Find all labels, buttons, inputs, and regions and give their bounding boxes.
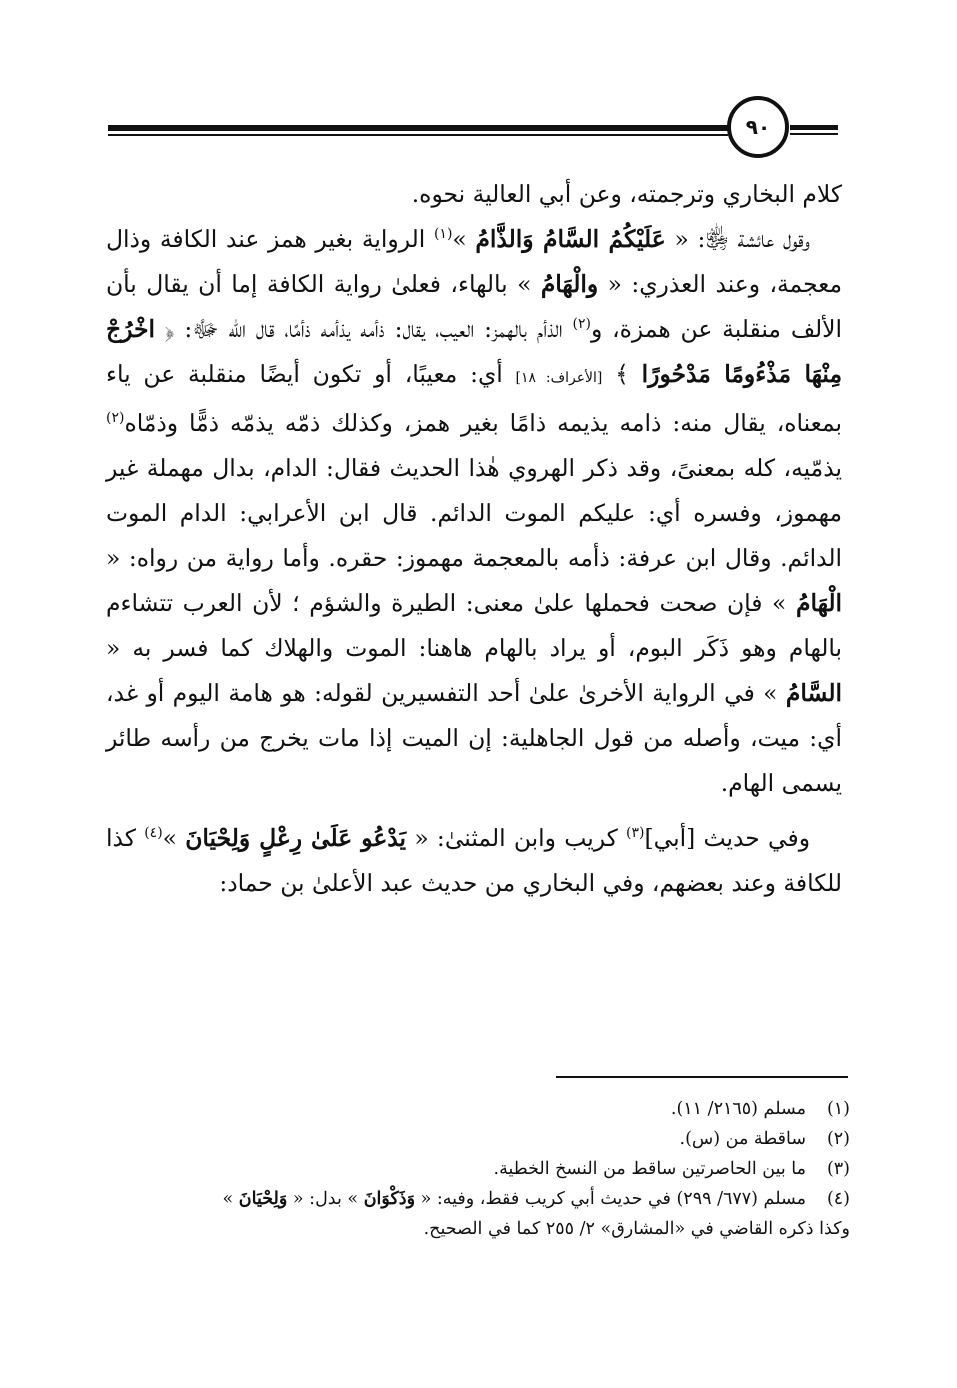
footnote-text: ساقطة من (س).: [679, 1129, 806, 1149]
footnote-text: [106, 1184, 806, 1214]
hadith-quote: يَدْعُو عَلَىٰ رِعْلٍ وَلِحْيَانَ: [185, 824, 407, 852]
footnote-text: وكذا ذكره القاضي في «المشارق» ٢/ ٢٥٥ كما في الصحيح.: [423, 1219, 850, 1239]
footnote-item: [106, 1124, 850, 1154]
page-number: ٩٠: [745, 115, 771, 139]
text-run: » في الرواية الأخرىٰ علىٰ أحد التفسيرين لقوله: هو هامة اليوم أو غد، أي: ميت، وأصله من قول الجاهلية: إن الميت إذا مات يخرج من رأسه طائر يسمى الهام.: [106, 679, 842, 797]
text-run: » بالهاء، فعلىٰ رواية الكافة إما أن يقال بأن الألف منقلبة عن همزة، و: [106, 270, 842, 343]
text-run: كلام البخاري وترجمته، وعن أبي العالية نحوه.: [411, 180, 842, 208]
footnote-text: مسلم (٢١٦٥/ ١١).: [670, 1099, 806, 1119]
hadith-quote: السَّامُ: [785, 679, 842, 707]
text-run: ﴾: [602, 360, 642, 388]
text-run: أي: معيبًا، أو تكون أيضًا منقلبة عن ياء بمعناه، يقال منه: ذامه يذيمه ذامًا بغير همز، وكذلك ذمّه يذمّه ذمًّا وذمّاه: [106, 360, 842, 437]
paragraph-2: [106, 217, 842, 806]
text-run: يذمّيه، كله بمعنىً، وقد ذكر الهروي هٰذا الحديث فقال: الدام، بدال مهملة غير مهموز، وفسره أي: عليكم الموت الدائم. قال ابن الأعرابي: الدام الموت الدائم. وقال ابن عرفة: ذأمه بالمعجمة مهموز: حقره. وأما رواية من رواه: «: [106, 454, 842, 572]
text-run: » فإن صحت فحملها علىٰ معنى: الطيرة والشؤم ؛ لأن العرب تتشاءم بالهام وهو ذَكَر البوم، أو يراد بالهام هاهنا: الموت والهلاك كما فسر به «: [106, 589, 842, 662]
text-run: الذأم بالهمز: العيب، يقال: ذأمه يذأمه ذأمًا، قال الله ﷻ: ﴿: [154, 315, 573, 343]
header-rule-thick: [108, 125, 728, 131]
footnote-ref: (٤): [144, 825, 163, 842]
text-run: كريب وابن المثنىٰ: «: [406, 824, 627, 852]
footnote-number: (١): [826, 1099, 850, 1119]
hadith-quote: عَلَيْكُمُ السَّامُ وَالذَّامُ: [475, 225, 666, 253]
hadith-quote: والْهَامُ: [540, 270, 599, 298]
footnote-separator: [556, 1076, 848, 1078]
text-run: كذا للكافة وعند بعضهم، وفي البخاري من حديث عبد الأعلىٰ بن حماد:: [106, 824, 842, 897]
body-text: [106, 172, 842, 906]
hadith-quote: وَذَكْوَانَ: [363, 1189, 416, 1209]
text-run: »: [162, 824, 186, 852]
text-run: » بدل: «: [287, 1189, 364, 1209]
header-rule-right: [790, 125, 838, 130]
quran-verse: اخْرُجْ مِنْهَا مَذْءُومًا مَدْحُورًا: [106, 315, 843, 388]
footnote-item: [106, 1184, 850, 1214]
footnote-text: ما بين الحاصرتين ساقط من النسخ الخطية.: [493, 1159, 806, 1179]
text-run: »: [452, 225, 476, 253]
footnote-ref: (٣): [626, 825, 645, 842]
footnote-item: [106, 1094, 850, 1124]
header-rule-thin: [108, 134, 728, 136]
header-rule-right-thin: [790, 133, 838, 135]
footnotes: [106, 1094, 850, 1244]
hadith-quote: وَلِحْيَانَ: [238, 1189, 288, 1209]
text-run: وفي حديث [أبي]: [644, 824, 810, 852]
text-run: وقول عائشة ﵂: «: [665, 225, 811, 253]
text-run: »: [222, 1189, 239, 1209]
paragraph-1: [106, 172, 842, 217]
text-run: مسلم (٦٧٧/ ٢٩٩) في حديث أبي كريب فقط، وفيه: «: [415, 1189, 806, 1209]
text-run: الرواية بغير همز عند الكافة وذال معجمة، وعند العذري: «: [106, 225, 842, 298]
footnote-ref: (٢): [572, 316, 591, 333]
verse-reference: [الأعراف: ١٨]: [515, 370, 603, 386]
footnote-continuation: [106, 1214, 850, 1244]
footnote-item: [106, 1154, 850, 1184]
footnote-ref: (٢): [106, 410, 125, 427]
paragraph-3: [106, 816, 842, 906]
footnote-number: (٣): [826, 1159, 850, 1179]
hadith-quote: الْهَامُ: [795, 589, 842, 617]
page-number-badge: [727, 96, 789, 158]
footnote-number: (٤): [826, 1189, 850, 1209]
footnote-number: (٢): [826, 1129, 850, 1149]
footnote-ref: (١): [433, 226, 453, 243]
